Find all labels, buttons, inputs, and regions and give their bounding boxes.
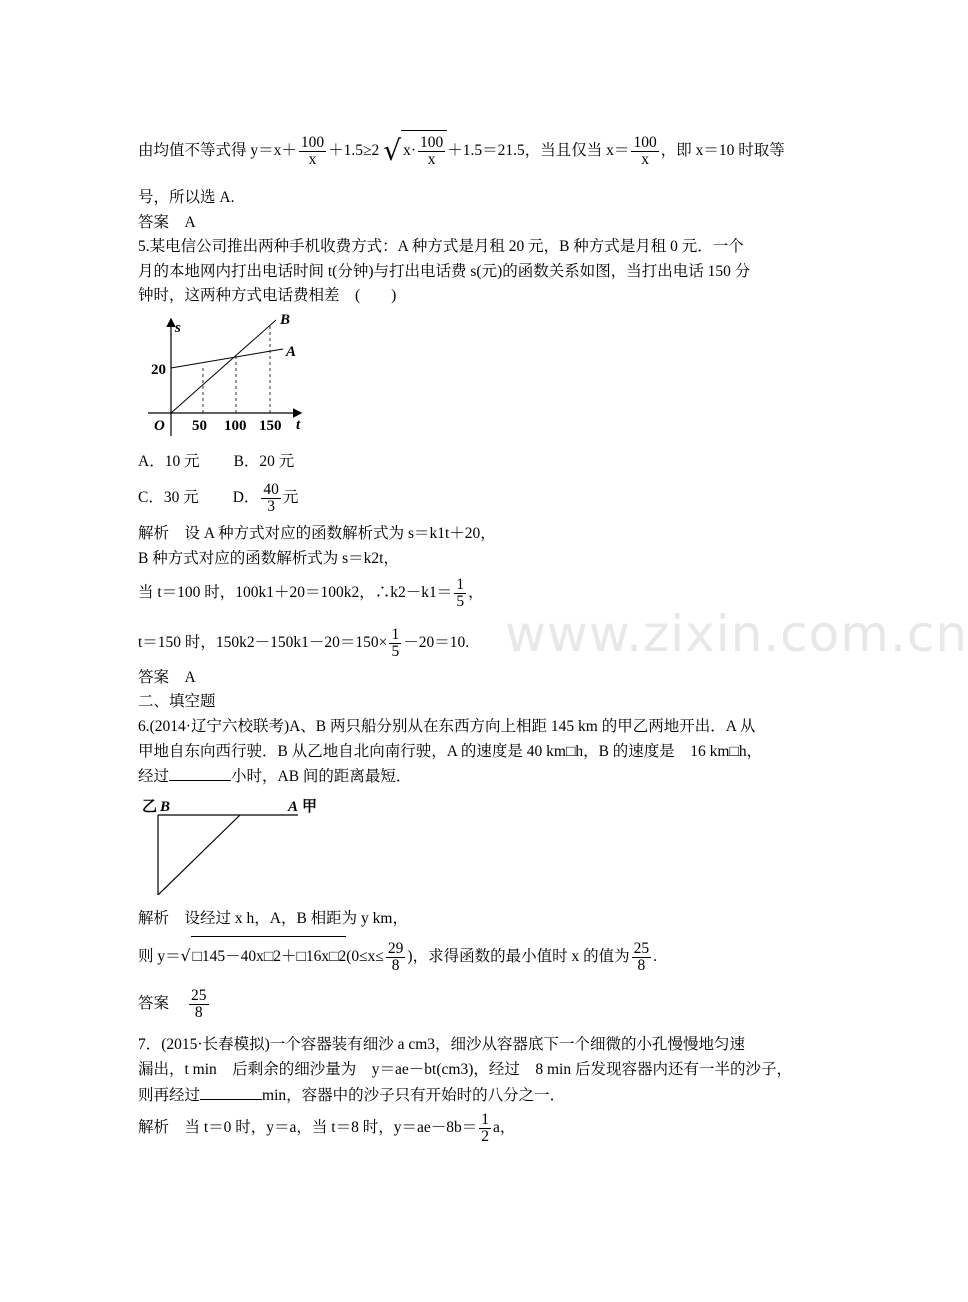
cost-chart-figure — [138, 308, 318, 438]
text: (0≤x≤ — [346, 948, 384, 965]
numerator: 1 — [481, 1110, 490, 1128]
fraction — [418, 135, 445, 168]
text: 由均值不等式得 y＝x＋ — [138, 142, 297, 159]
denominator: 5 — [391, 642, 400, 660]
label-yi: 乙 — [142, 799, 158, 815]
solution-5-line2: B 种方式对应的函数解析式为 s＝k2t， — [138, 550, 399, 567]
denominator: x — [427, 150, 436, 168]
answer-blank — [169, 766, 231, 781]
question-5-line2: 月的本地网内打出电话时间 t(分钟)与打出电话费 s(元)的函数关系如图，当打出电话 150 分 — [138, 263, 751, 280]
text: ，即 x＝10 时取等 — [660, 142, 785, 159]
denominator: 8 — [391, 956, 400, 974]
fraction — [631, 135, 658, 168]
question-5-line3: 钟时，这两种方式电话费相差 ( ) — [138, 287, 397, 304]
x-tick-150: 150 — [259, 418, 282, 434]
text: 元 — [282, 489, 299, 506]
numerator: 1 — [391, 625, 400, 643]
line-a — [171, 349, 283, 368]
answer-line — [138, 984, 211, 1024]
option-c: C．30 元 — [138, 489, 199, 506]
text: 解析 当 t＝0 时，y＝a，当 t＝8 时，y＝ae－8b＝ — [138, 1119, 478, 1136]
label-a: A — [288, 799, 299, 815]
numerator: 100 — [633, 133, 657, 151]
text-line: 号，所以选 A. — [138, 189, 235, 206]
solution-6-line1: 解析 设经过 x h，A，B 相距为 y km， — [138, 910, 408, 927]
text: t＝150 时，150k2－150k1－20＝150× — [138, 634, 388, 651]
numerator: 1 — [456, 575, 465, 593]
question-7-line1: 7．(2015·长春模拟)一个容器装有细沙 a cm3，细沙从容器底下一个细微的小孔慢慢地匀速 — [138, 1036, 746, 1053]
y-tick-20: 20 — [151, 362, 166, 378]
text: a， — [493, 1119, 516, 1136]
text: min，容器中的沙子只有开始时的八分之一． — [262, 1087, 566, 1104]
question-7-line3 — [138, 1085, 565, 1106]
origin-label: O — [154, 418, 165, 434]
axis-label-t: t — [296, 417, 301, 433]
radicand — [401, 130, 447, 171]
text: ＋1.5＝21.5，当且仅当 x＝ — [447, 142, 630, 159]
numerator: 100 — [420, 133, 444, 151]
solution-5-line1: 解析 设 A 种方式对应的函数解析式为 s＝k1t＋20， — [138, 525, 496, 542]
fraction — [386, 941, 406, 974]
denominator: x — [641, 150, 649, 168]
answer-label: 答案 — [138, 995, 170, 1012]
answer-blank — [200, 1085, 262, 1100]
question-7-line2: 漏出，t min 后剩余的细沙量为 y＝ae－bt(cm3)，经过 8 min 后发现容器内还有一半的沙子， — [138, 1061, 792, 1078]
solution-7-line1 — [138, 1108, 515, 1148]
section-heading: 二、填空题 — [138, 693, 216, 710]
inequality-line — [138, 130, 785, 171]
answer-line: 答案 A — [138, 669, 196, 686]
question-6-line1: 6.(2014·辽宁六校联考)A、B 两只船分别从在东西方向上相距 145 km 的甲乙两地开出．A 从 — [138, 718, 756, 735]
numerator: 25 — [191, 986, 207, 1004]
fraction — [261, 482, 281, 515]
text: x· — [403, 142, 417, 159]
question-5-line1: 5.某电信公司推出两种手机收费方式：A 种方式是月租 20 元，B 种方式是月租 0 元．一个 — [138, 238, 744, 255]
option-a: A．10 元 — [138, 453, 200, 470]
text: ， — [468, 584, 484, 601]
text: 小时，AB 间的距离最短． — [231, 768, 412, 785]
question-6-line2: 甲地自东向西行驶．B 从乙地自北向南行驶，A 的速度是 40 km□h，B 的速度是 16 km□h， — [138, 743, 763, 760]
option-b: B．20 元 — [233, 453, 295, 470]
text: 当 t＝100 时，100k1＋20＝100k2，∴k2－k1＝ — [138, 584, 453, 601]
line-b — [171, 320, 276, 413]
text: ＋1.5≥2 — [328, 142, 380, 159]
segment-connect — [158, 815, 240, 895]
question-6-line3 — [138, 766, 411, 787]
x-tick-100: 100 — [224, 418, 247, 434]
sqrt-sign: √ — [383, 134, 402, 168]
numerator: 25 — [633, 939, 650, 957]
radicand: □145－40x□2＋□16x□2 — [191, 936, 347, 977]
text: 经过 — [138, 768, 170, 785]
label-b: B — [160, 799, 171, 815]
fraction — [479, 1112, 491, 1145]
denominator: 8 — [194, 1003, 203, 1021]
ship-position-figure — [140, 795, 330, 900]
text: . — [653, 948, 657, 965]
numerator: 100 — [300, 133, 325, 151]
option-d-label: D． — [232, 489, 260, 506]
denominator: 8 — [637, 956, 646, 974]
denominator: 3 — [267, 497, 276, 515]
watermark: www.zixin.com.cn — [505, 605, 968, 663]
solution-6-line2 — [138, 936, 657, 977]
label-jia: 甲 — [302, 799, 318, 815]
fraction — [454, 577, 466, 610]
sqrt-sign: √ — [180, 947, 191, 965]
denominator: 2 — [481, 1127, 490, 1145]
axis-label-s: s — [175, 320, 181, 336]
options-row2 — [138, 478, 298, 518]
fraction — [632, 941, 652, 974]
text: 则 y＝ — [138, 948, 181, 965]
text: 则再经过 — [138, 1087, 201, 1104]
solution-5-line3 — [138, 573, 484, 613]
answer-line: 答案 A — [138, 214, 196, 231]
denominator: 5 — [456, 592, 465, 610]
text: )，求得函数的最小值时 x 的值为 — [407, 948, 630, 965]
numerator: 29 — [387, 939, 404, 957]
fraction — [189, 988, 209, 1021]
fraction — [389, 627, 401, 660]
numerator: 40 — [263, 480, 279, 498]
label-b: B — [280, 312, 291, 328]
text: －20＝10. — [403, 634, 470, 651]
fraction — [299, 135, 326, 168]
options-row1 — [138, 452, 294, 472]
solution-5-line4 — [138, 623, 469, 663]
denominator: x — [308, 150, 317, 168]
label-a: A — [286, 344, 297, 360]
x-tick-50: 50 — [192, 418, 207, 434]
